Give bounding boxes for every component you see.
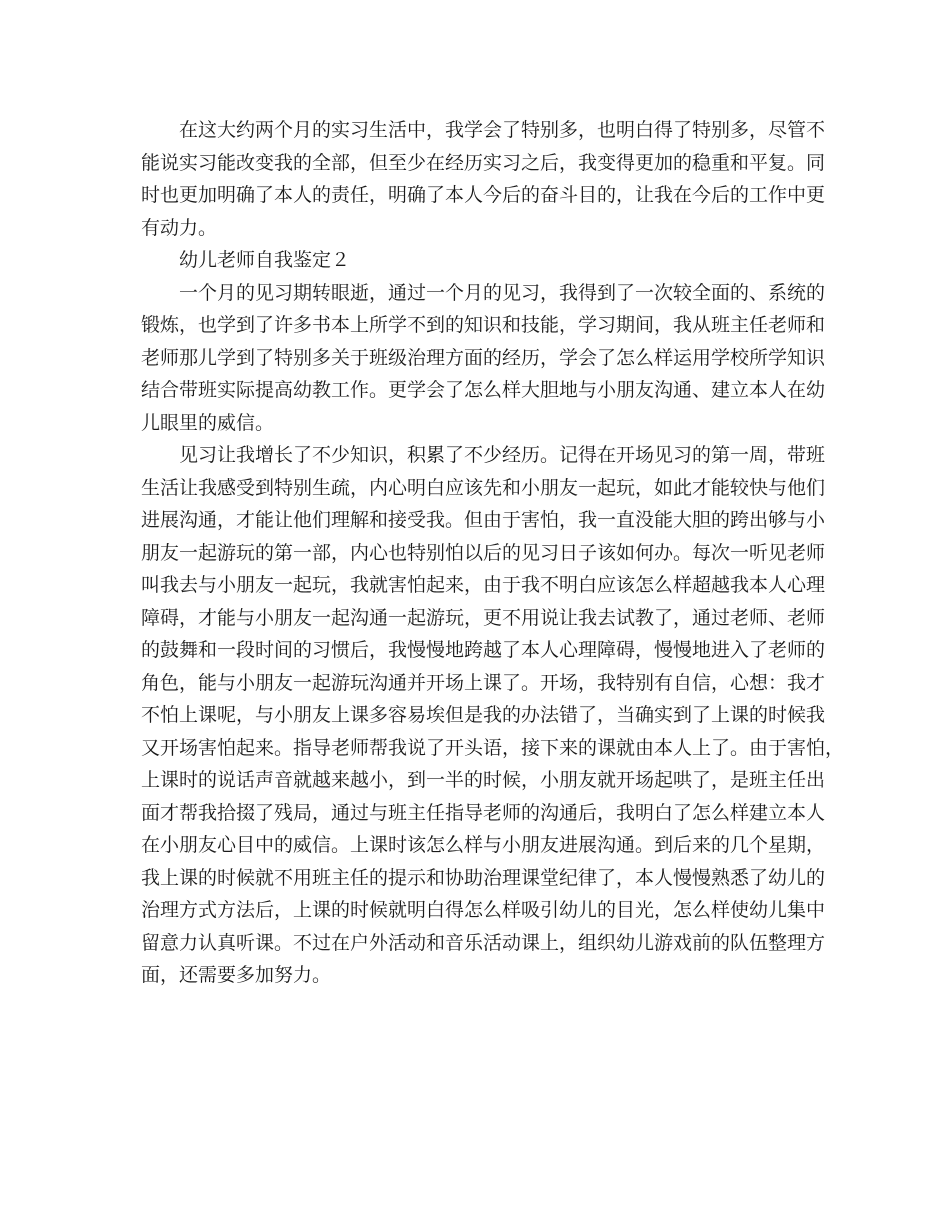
text-line: 一个月的见习期转眼逝，通过一个月的见习，我得到了一次较全面的、系统的 — [179, 281, 826, 304]
section-heading: 幼儿老师自我鉴定２ — [179, 249, 351, 271]
text-line: 治理方式方法后，上课的时候就明白得怎么样吸引幼儿的目光，怎么样使幼儿集中 — [141, 899, 826, 921]
text-line: 障碍，才能与小朋友一起沟通一起游玩，更不用说让我去试教了，通过老师、老师 — [141, 606, 826, 629]
text-line: 面才帮我拾掇了残局，通过与班主任指导老师的沟通后，我明白了怎么样建立本人 — [141, 801, 826, 824]
text-line: 见习让我增长了不少知识，积累了不少经历。记得在开场见习的第一周，带班 — [179, 444, 826, 466]
text-line: 时也更加明确了本人的责任，明确了本人今后的奋斗目的，让我在今后的工作中更 — [141, 184, 826, 206]
text-line: 又开场害怕起来。指导老师帮我说了开头语，接下来的课就由本人上了。由于害怕， — [141, 736, 845, 759]
paragraph-observation-month — [141, 277, 826, 440]
text-line: 角色，能与小朋友一起游玩沟通并开场上课了。开场，我特别有自信，心想：我才 — [141, 671, 826, 694]
text-line: 朋友一起游玩的第一部，内心也特别怕以后的见习日子该如何办。每次一听见老师 — [141, 541, 826, 564]
text-line: 不怕上课呢，与小朋友上课多容易埃但是我的办法错了，当确实到了上课的时候我 — [141, 704, 826, 726]
text-line: 老师那儿学到了特别多关于班级治理方面的经历，学会了怎么样运用学校所学知识 — [141, 346, 826, 369]
text-line: 在小朋友心目中的威信。上课时该怎么样与小朋友进展沟通。到后来的几个星期， — [141, 834, 826, 856]
text-line: 锻炼，也学到了许多书本上所学不到的知识和技能，学习期间，我从班主任老师和 — [141, 314, 826, 336]
text-line: 我上课的时候就不用班主任的提示和协助治理课堂纪律了，本人慢慢熟悉了幼儿的 — [141, 866, 826, 889]
text-line: 的鼓舞和一段时间的习惯后，我慢慢地跨越了本人心理障碍，慢慢地进入了老师的 — [141, 639, 826, 661]
text-line: 叫我去与小朋友一起玩，我就害怕起来，由于我不明白应该怎么样超越我本人心理 — [141, 574, 826, 596]
paragraph-internship-summary — [141, 114, 826, 244]
text-line: 结合带班实际提高幼教工作。更学会了怎么样大胆地与小朋友沟通、建立本人在幼 — [141, 379, 826, 401]
paragraph-observation-experience — [141, 439, 845, 992]
document-page — [141, 114, 845, 992]
text-line: 能说实习能改变我的全部，但至少在经历实习之后，我变得更加的稳重和平复。同 — [141, 151, 826, 174]
text-line: 在这大约两个月的实习生活中，我学会了特别多，也明白得了特别多，尽管不 — [179, 119, 826, 141]
text-line: 上课时的说话声音就越来越小，到一半的时候，小朋友就开场起哄了，是班主任出 — [141, 769, 826, 791]
text-line: 面，还需要多加努力。 — [141, 964, 332, 986]
text-line: 生活让我感受到特别生疏，内心明白应该先和小朋友一起玩，如此才能较快与他们 — [141, 476, 826, 499]
text-line: 留意力认真听课。不过在户外活动和音乐活动课上，组织幼儿游戏前的队伍整理方 — [141, 931, 826, 954]
text-line: 儿眼里的威信。 — [141, 411, 275, 434]
text-line: 进展沟通，才能让他们理解和接受我。但由于害怕，我一直没能大胆的跨出够与小 — [141, 509, 826, 531]
text-line: 有动力。 — [141, 216, 218, 239]
